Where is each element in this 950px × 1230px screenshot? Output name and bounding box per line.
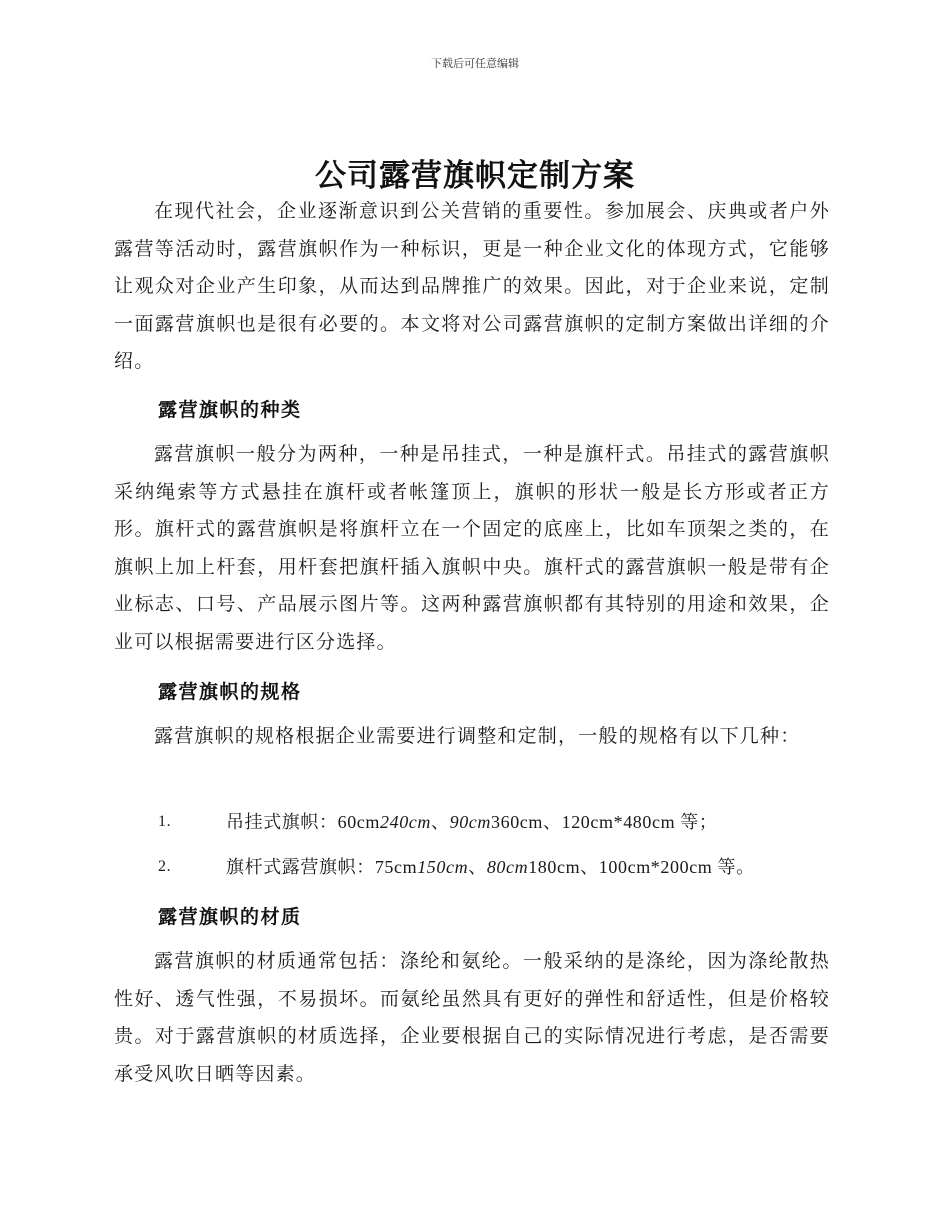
- list-number: 2.: [158, 858, 172, 875]
- spec-size: 360cm: [491, 812, 543, 832]
- spec-list-item: [158, 807, 838, 838]
- spec-size: 80cm: [486, 857, 529, 877]
- section-paragraph-material: 露营旗帜的材质通常包括：涤纶和氨纶。一般采纳的是涤纶，因为涤纶散热性好、透气性强，不易损坏。而氨纶虽然具有更好的弹性和舒适性，但是价格较贵。对于露营旗帜的材质选择，企业要根据自己的实际情况进行考虑，是否需要承受风吹日晒等因素。: [114, 950, 830, 1085]
- section-paragraph-types: 露营旗帜一般分为两种，一种是吊挂式，一种是旗杆式。吊挂式的露营旗帜采纳绳索等方式悬挂在旗杆或者帐篷顶上，旗帜的形状一般是长方形或者正方形。旗杆式的露营旗帜是将旗杆立在一个固定的底座上，比如车顶架之类的，在旗帜上加上杆套，用杆套把旗杆插入旗帜中央。旗杆式的露营旗帜一般是带有企业标志、口号、产品展示图片等。这两种露营旗帜都有其特别的用途和效果，企业可以根据需要进行区分选择。: [114, 443, 830, 653]
- header-note: 下载后可任意编辑: [431, 57, 519, 70]
- spec-list-item: [158, 852, 838, 883]
- section-heading-specs: 露营旗帜的规格: [158, 681, 302, 703]
- spec-separator: 、: [468, 857, 487, 878]
- spec-label: 吊挂式旗帜：: [226, 812, 338, 833]
- spec-separator: 、: [431, 812, 450, 833]
- spec-size: 240cm: [380, 812, 431, 832]
- section-paragraph-specs: 露营旗帜的规格根据企业需要进行调整和定制，一般的规格有以下几种：: [154, 725, 801, 747]
- list-number: 1.: [158, 813, 172, 830]
- spec-size: 60cm: [337, 812, 380, 832]
- spec-label: 旗杆式露营旗帜：: [226, 857, 375, 878]
- spec-rest: 、120cm*480cm 等；: [543, 812, 718, 832]
- document-title: 公司露营旗帜定制方案: [315, 158, 635, 194]
- spec-size: 180cm: [528, 857, 581, 877]
- spec-rest: 、100cm*200cm 等。: [580, 857, 755, 877]
- spec-size: 150cm: [417, 857, 469, 877]
- list-text: [226, 852, 838, 883]
- spec-size: 90cm: [449, 812, 491, 832]
- section-heading-material: 露营旗帜的材质: [158, 906, 302, 928]
- list-text: [226, 807, 838, 838]
- section-heading-types: 露营旗帜的种类: [158, 399, 302, 421]
- spec-size: 75cm: [374, 857, 418, 877]
- intro-paragraph: 在现代社会，企业逐渐意识到公关营销的重要性。参加展会、庆典或者户外露营等活动时，露营旗帜作为一种标识，更是一种企业文化的体现方式，它能够让观众对企业产生印象，从而达到品牌推广的效果。因此，对于企业来说，定制一面露营旗帜也是很有必要的。本文将对公司露营旗帜的定制方案做出详细的介绍。: [114, 200, 830, 372]
